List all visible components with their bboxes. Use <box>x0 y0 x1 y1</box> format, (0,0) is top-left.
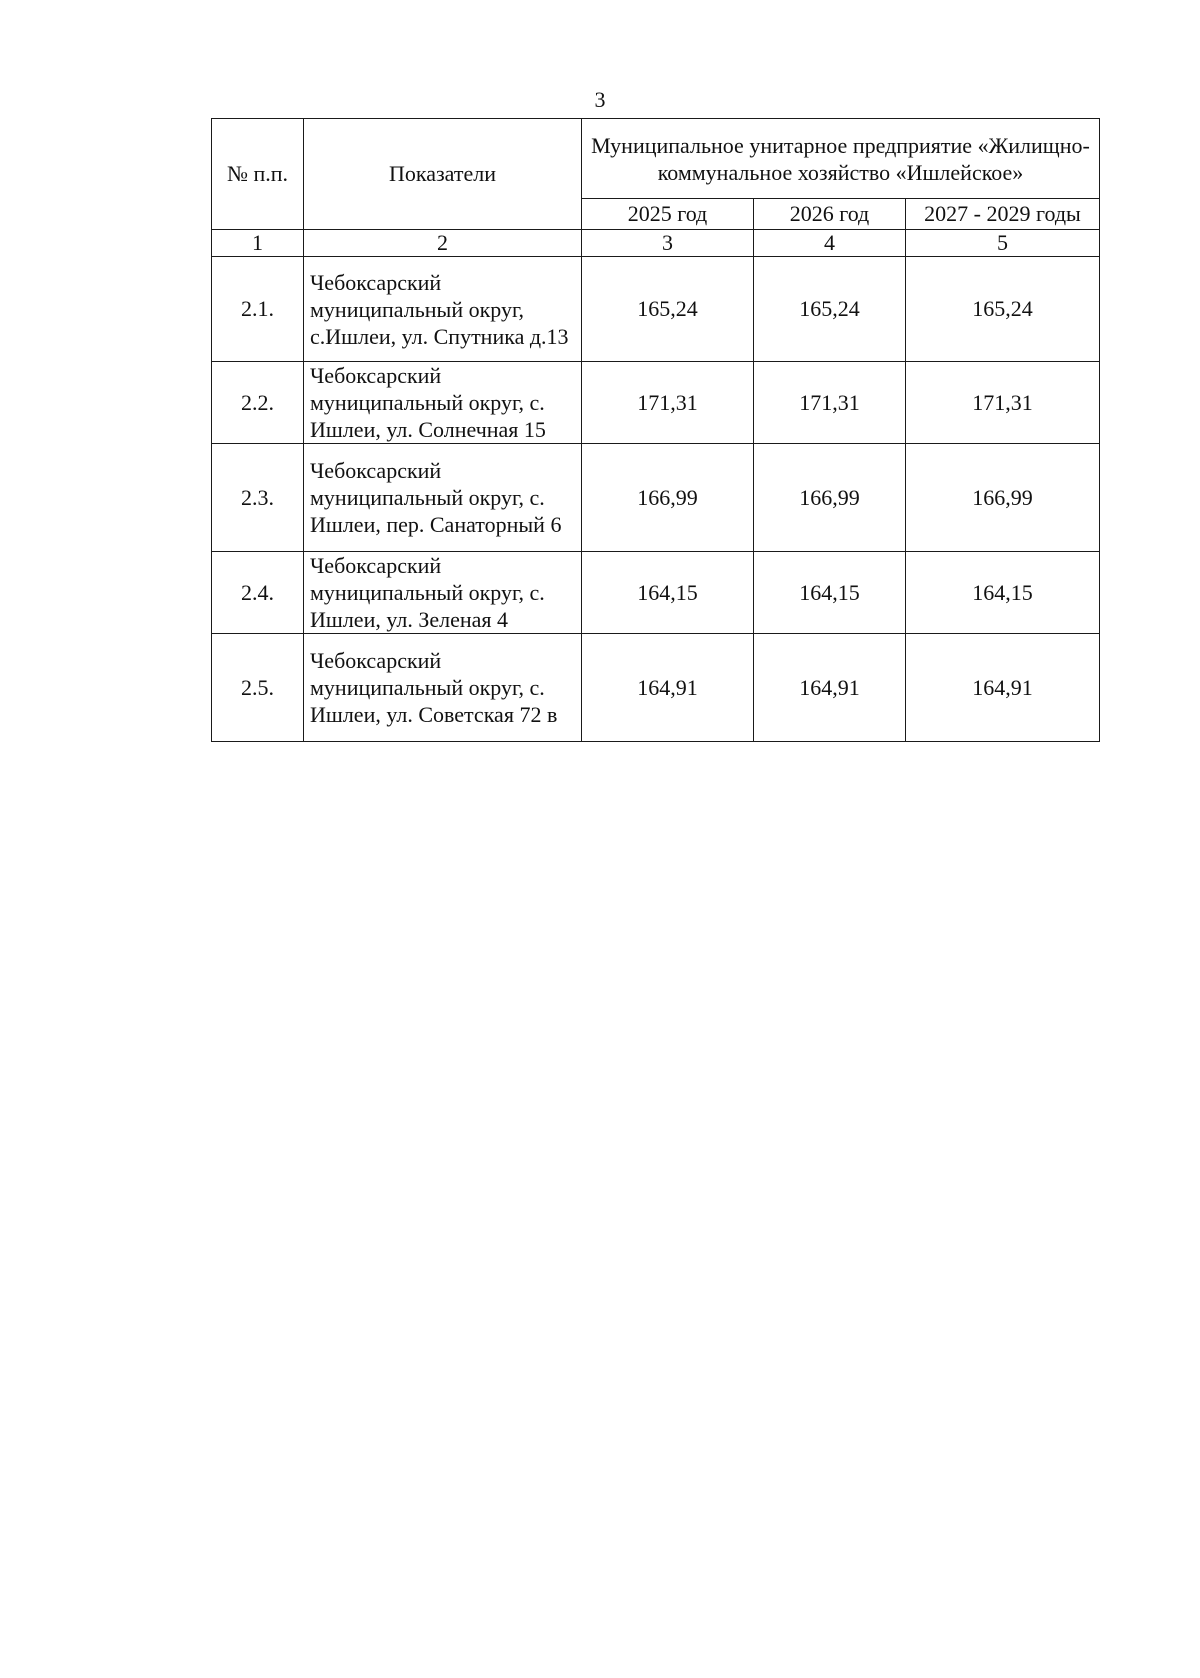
table-header-row <box>212 119 1100 199</box>
row-value: 164,15 <box>754 552 906 634</box>
index-cell: 5 <box>906 230 1100 257</box>
page-number: 3 <box>594 87 606 112</box>
row-value: 171,31 <box>754 362 906 444</box>
table-row <box>212 362 1100 444</box>
header-year: 2026 год <box>754 199 906 230</box>
row-value: 165,24 <box>582 257 754 362</box>
header-indicator: Показатели <box>304 119 582 230</box>
index-cell: 3 <box>582 230 754 257</box>
header-year: 2027 - 2029 годы <box>906 199 1100 230</box>
row-value: 164,91 <box>582 634 754 742</box>
row-value: 166,99 <box>582 444 754 552</box>
row-value: 166,99 <box>754 444 906 552</box>
table-row <box>212 552 1100 634</box>
row-value: 164,15 <box>582 552 754 634</box>
row-number: 2.5. <box>212 634 304 742</box>
row-number: 2.2. <box>212 362 304 444</box>
row-indicator: Чебоксарский муниципальный округ, с. Ишлеи, ул. Солнечная 15 <box>304 362 582 444</box>
index-cell: 2 <box>304 230 582 257</box>
row-value: 165,24 <box>754 257 906 362</box>
row-value: 166,99 <box>906 444 1100 552</box>
row-indicator: Чебоксарский муниципальный округ, с. Ишлеи, ул. Советская 72 в <box>304 634 582 742</box>
row-value: 164,91 <box>906 634 1100 742</box>
table-row <box>212 634 1100 742</box>
table-row <box>212 444 1100 552</box>
row-value: 165,24 <box>906 257 1100 362</box>
header-num: № п.п. <box>212 119 304 230</box>
table-row <box>212 257 1100 362</box>
index-cell: 1 <box>212 230 304 257</box>
header-year: 2025 год <box>582 199 754 230</box>
tariff-table <box>211 118 1100 742</box>
row-value: 171,31 <box>906 362 1100 444</box>
table-index-row <box>212 230 1100 257</box>
row-indicator: Чебоксарский муниципальный округ, с.Ишлеи, ул. Спутника д.13 <box>304 257 582 362</box>
row-value: 171,31 <box>582 362 754 444</box>
row-indicator: Чебоксарский муниципальный округ, с. Ишлеи, ул. Зеленая 4 <box>304 552 582 634</box>
row-value: 164,91 <box>754 634 906 742</box>
row-number: 2.3. <box>212 444 304 552</box>
row-number: 2.1. <box>212 257 304 362</box>
index-cell: 4 <box>754 230 906 257</box>
row-number: 2.4. <box>212 552 304 634</box>
row-value: 164,15 <box>906 552 1100 634</box>
row-indicator: Чебоксарский муниципальный округ, с. Ишлеи, пер. Санаторный 6 <box>304 444 582 552</box>
header-organization: Муниципальное унитарное предприятие «Жилищно-коммунальное хозяйство «Ишлейское» <box>582 119 1100 199</box>
